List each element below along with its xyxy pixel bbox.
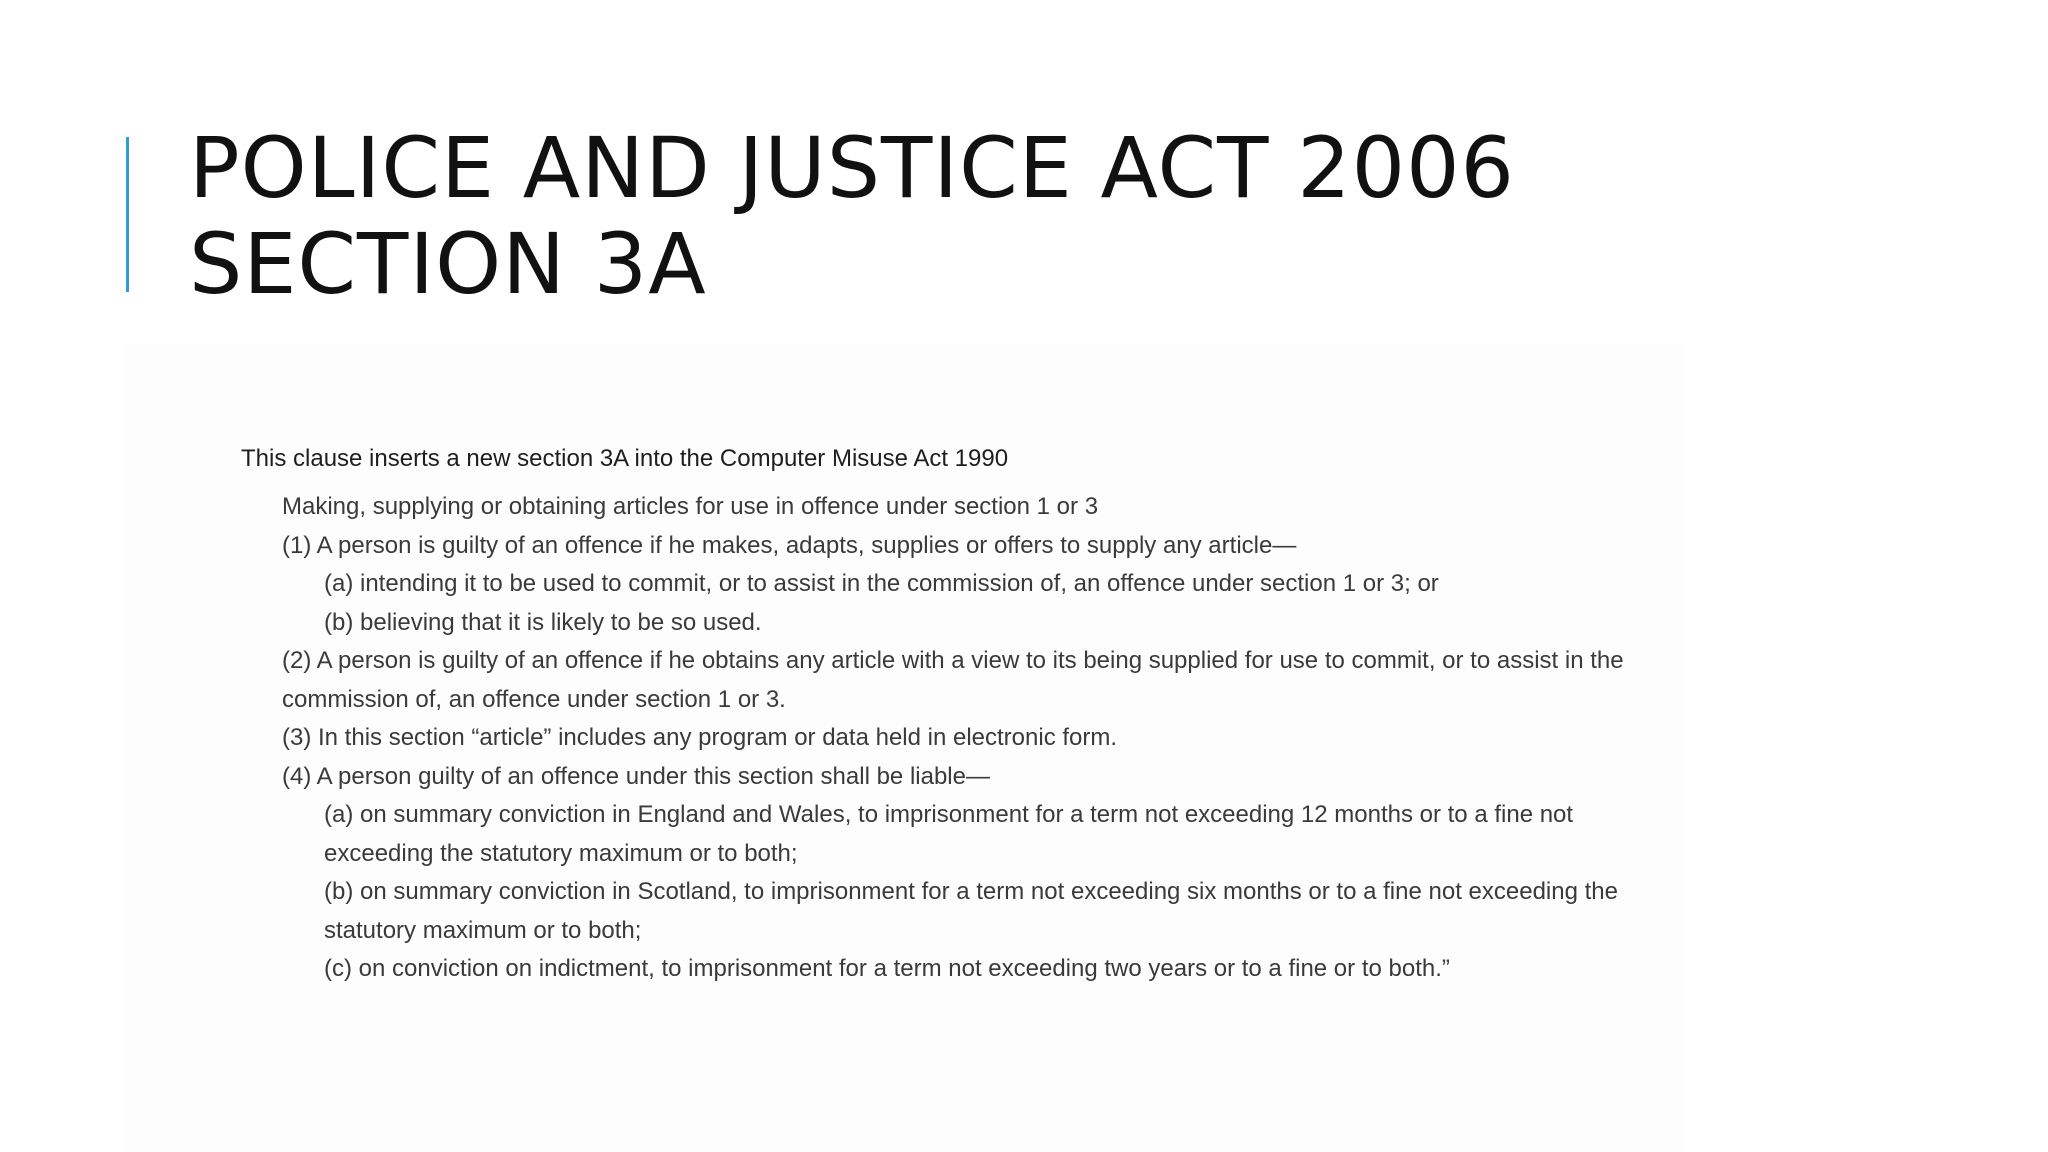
slide-title-line-2: SECTION 3A — [189, 215, 707, 313]
section-heading: Making, supplying or obtaining articles for use in offence under section 1 or 3 — [282, 493, 1099, 520]
subsection-4c: (c) on conviction on indictment, to imprisonment for a term not exceeding two years or to a fine or to both.” — [324, 955, 1450, 982]
subsection-1b: (b) believing that it is likely to be so used. — [324, 609, 762, 636]
subsection-4b-line-2: statutory maximum or to both; — [324, 917, 642, 944]
subsection-4a-line-1: (a) on summary conviction in England and Wales, to imprisonment for a term not exceeding 12 months or to a fine not — [324, 801, 1574, 828]
legislation-excerpt-image — [126, 344, 1684, 1152]
title-accent-bar — [126, 137, 129, 292]
slide-title — [189, 120, 1515, 312]
subsection-2-line-1: (2) A person is guilty of an offence if he obtains any article with a view to its being supplied for use to commit, or to assist in the — [282, 647, 1624, 674]
subsection-2-line-2: commission of, an offence under section 1 or 3. — [282, 686, 786, 713]
subsection-4: (4) A person guilty of an offence under this section shall be liable— — [282, 763, 990, 790]
subsection-1a: (a) intending it to be used to commit, or to assist in the commission of, an offence under section 1 or 3; or — [324, 570, 1439, 597]
slide-title-line-1: POLICE AND JUSTICE ACT 2006 — [189, 119, 1515, 217]
subsection-1: (1) A person is guilty of an offence if he makes, adapts, supplies or offers to supply any article— — [282, 532, 1297, 559]
intro-line: This clause inserts a new section 3A into the Computer Misuse Act 1990 — [241, 445, 1009, 472]
subsection-4a-line-2: exceeding the statutory maximum or to both; — [324, 840, 798, 867]
subsection-4b-line-1: (b) on summary conviction in Scotland, to imprisonment for a term not exceeding six months or to a fine not exceeding the — [324, 878, 1618, 905]
subsection-3: (3) In this section “article” includes any program or data held in electronic form. — [282, 724, 1118, 751]
